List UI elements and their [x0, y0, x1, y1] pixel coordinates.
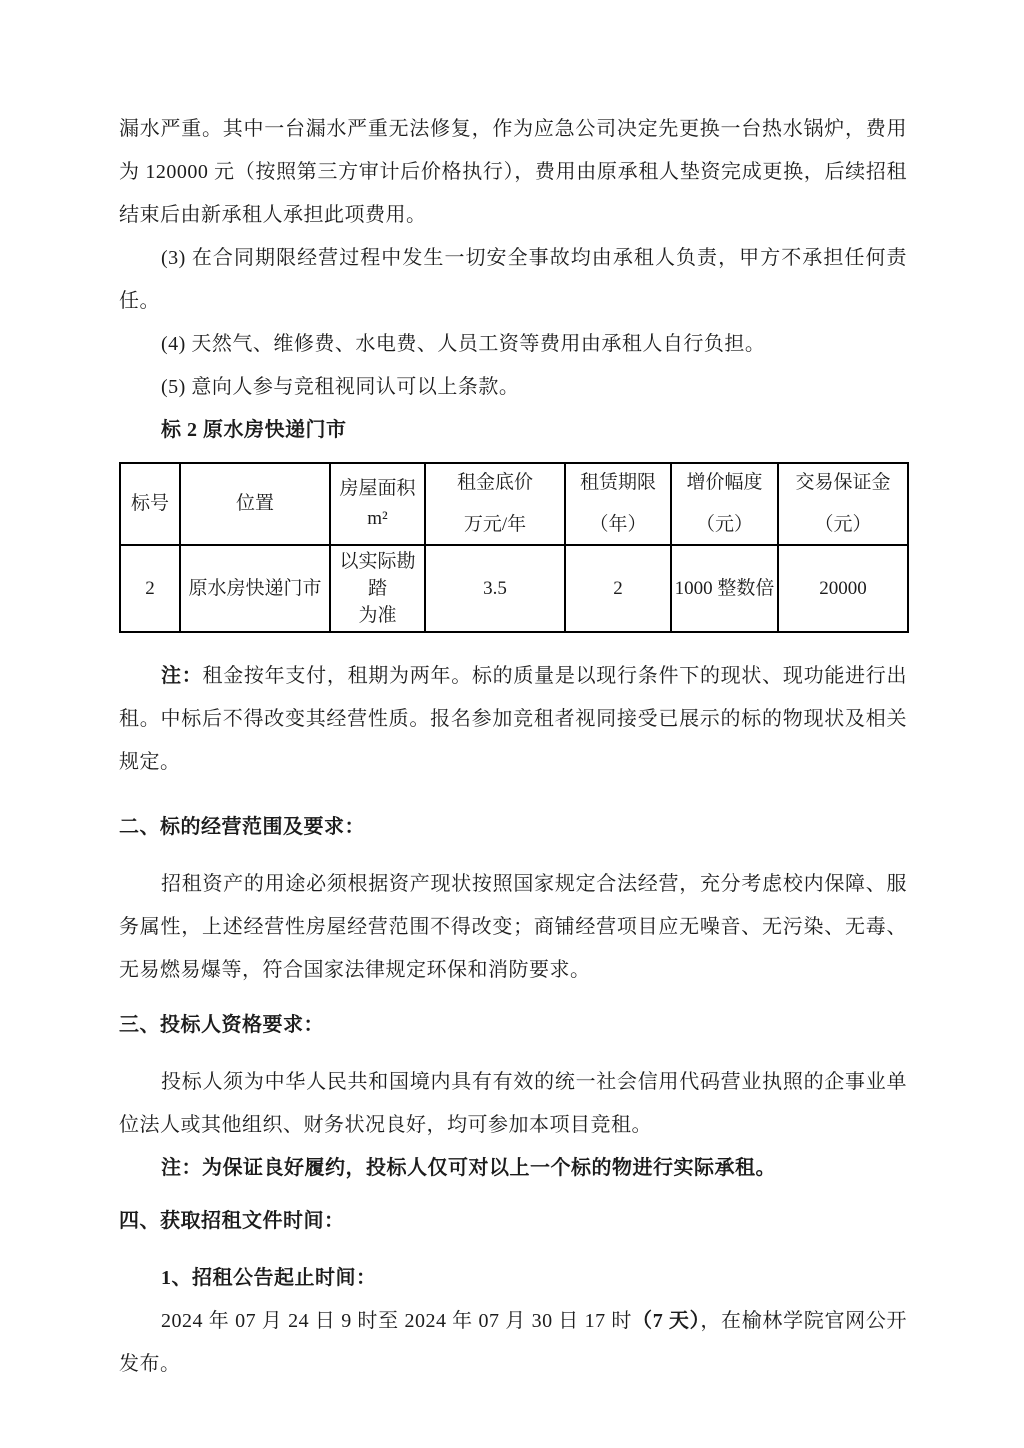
- section-3-body: 投标人须为中华人民共和国境内具有有效的统一社会信用代码营业执照的企事业单位法人或其他组织、财务状况良好，均可参加本项目竞租。: [119, 1071, 907, 1136]
- header-bid-number: 标号: [120, 463, 180, 545]
- table-header-row: [120, 463, 908, 545]
- section-3-heading: 三、投标人资格要求：: [119, 1014, 324, 1036]
- table-data-row: [120, 545, 908, 632]
- note-label: 注：: [161, 665, 203, 687]
- header-floor-area: 房屋面积m²: [330, 463, 425, 545]
- section-3-note: 注：为保证良好履约，投标人仅可对以上一个标的物进行实际承租。: [161, 1157, 776, 1179]
- cell-bid-number: 2: [120, 545, 180, 632]
- section-4-heading: 四、获取招租文件时间：: [119, 1210, 345, 1232]
- note-text: 租金按年支付，租期为两年。标的质量是以现行条件下的现状、现功能进行出租。中标后不得改变其经营性质。报名参加竞租者视同接受已展示的标的物现状及相关规定。: [119, 665, 908, 773]
- clause-5: (5) 意向人参与竞租视同认可以上条款。: [161, 376, 520, 398]
- announcement-period: [119, 1300, 907, 1386]
- date-range: 2024 年 07 月 24 日 9 时至 2024 年 07 月 30 日 17 时: [161, 1310, 633, 1332]
- section-2-body: 招租资产的用途必须根据资产现状按照国家规定合法经营，充分考虑校内保障、服务属性，上述经营性房屋经营范围不得改变；商铺经营项目应无噪音、无污染、无毒、无易燃易爆等，符合国家法律规定环保和消防要求。: [119, 873, 907, 981]
- section-2-heading: 二、标的经营范围及要求：: [119, 816, 365, 838]
- cell-base-rent: 3.5: [425, 545, 565, 632]
- bid-2-heading: 标 2 原水房快递门市: [161, 419, 347, 441]
- clause-4: (4) 天然气、维修费、水电费、人员工资等费用由承租人自行负担。: [161, 333, 766, 355]
- cell-increment: 1000 整数倍: [671, 545, 778, 632]
- paragraph-boiler-replacement: 漏水严重。其中一台漏水严重无法修复，作为应急公司决定先更换一台热水锅炉，费用为 120000 元（按照第三方审计后价格执行），费用由原承租人垫资完成更换，后续招租结束后由新承租人承担此项费用。: [119, 118, 907, 226]
- publish-channel: ，在榆林学院官网公开发布。: [119, 1310, 908, 1375]
- duration-days: （7 天）: [632, 1310, 701, 1332]
- header-lease-term: 租赁期限 （年）: [565, 463, 671, 545]
- document-content: [119, 108, 907, 1386]
- cell-location: 原水房快递门市: [180, 545, 330, 632]
- cell-lease-term: 2: [565, 545, 671, 632]
- cell-deposit: 20000: [778, 545, 908, 632]
- table-note: [119, 655, 907, 784]
- header-base-rent: 租金底价 万元/年: [425, 463, 565, 545]
- section-4-sub-1: 1、招租公告起止时间：: [161, 1267, 377, 1289]
- header-deposit: 交易保证金 （元）: [778, 463, 908, 545]
- bid-2-table: [119, 462, 909, 633]
- header-location: 位置: [180, 463, 330, 545]
- clause-3: (3) 在合同期限经营过程中发生一切安全事故均由承租人负责，甲方不承担任何责任。: [119, 247, 907, 312]
- cell-floor-area: 以实际勘踏 为准: [330, 545, 425, 632]
- header-increment: 增价幅度 （元）: [671, 463, 778, 545]
